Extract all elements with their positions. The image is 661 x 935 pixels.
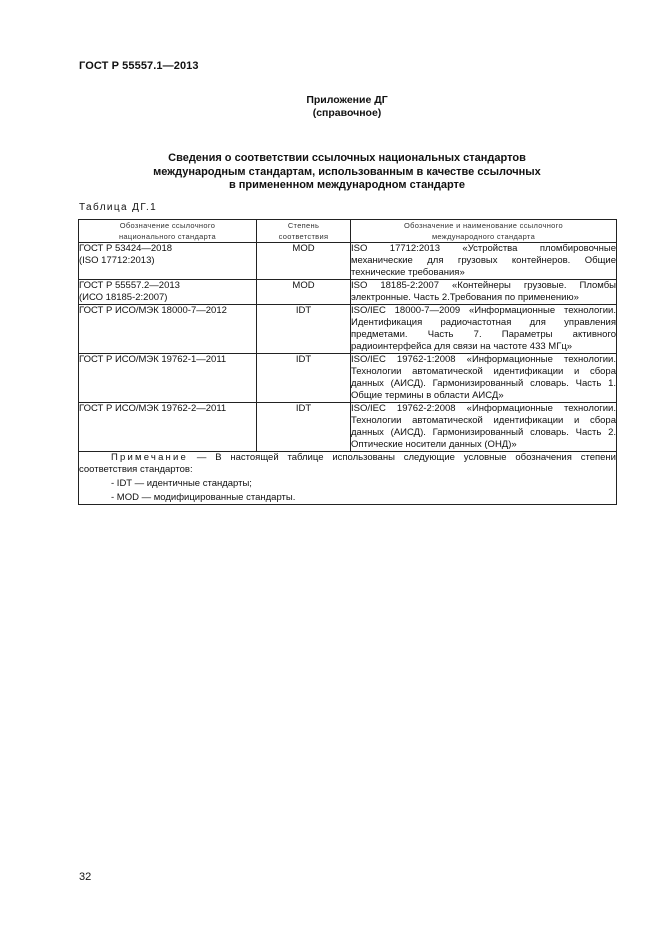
table-row xyxy=(79,305,617,354)
note-label: Примечание xyxy=(111,452,188,463)
column-header-international xyxy=(351,220,617,243)
standard-code: ГОСТ Р 55557.1—2013 xyxy=(79,60,199,72)
column-header-reference xyxy=(79,220,257,243)
reference-line: (ИСО 18185-2:2007) xyxy=(79,292,168,303)
table-row xyxy=(79,243,617,280)
page-number: 32 xyxy=(79,871,92,883)
reference-line: ГОСТ Р ИСО/МЭК 19762-2—2011 xyxy=(79,403,227,414)
table-row xyxy=(79,403,617,452)
reference-standard-cell xyxy=(79,354,257,403)
note-item-mod: - MOD — модифицированные стандарты. xyxy=(111,492,296,503)
reference-standard-cell xyxy=(79,243,257,280)
header-line: национального стандарта xyxy=(118,232,217,241)
table-note-row xyxy=(79,452,617,505)
appendix-heading xyxy=(79,94,615,120)
reference-standard-cell xyxy=(79,280,257,305)
header-line: международного стандарта xyxy=(431,232,536,241)
table-note xyxy=(79,452,617,505)
reference-line: ГОСТ Р 53424—2018 xyxy=(79,243,173,254)
table-header-row xyxy=(79,220,617,243)
note-text: — В настоящей таблице использованы следующие условные обозначения степени соответствия стандартов: xyxy=(79,452,616,475)
international-standard-cell: ISO 17712:2013 «Устройства пломбировочные механические для грузовых контейнеров. Общие технические требования» xyxy=(351,243,616,278)
appendix-type: (справочное) xyxy=(312,107,382,119)
note-paragraph xyxy=(79,452,616,476)
reference-line: ГОСТ Р ИСО/МЭК 19762-1—2011 xyxy=(79,354,227,365)
reference-line: ГОСТ Р 55557.2—2013 xyxy=(79,280,180,291)
reference-line: (ISO 17712:2013) xyxy=(79,255,155,266)
reference-line: ГОСТ Р ИСО/МЭК 18000-7—2012 xyxy=(79,305,227,316)
degree-cell: MOD xyxy=(257,243,351,280)
table-row xyxy=(79,280,617,305)
heading-line: международным стандартам, использованным в качестве ссылочных xyxy=(153,165,541,178)
header-line: соответствия xyxy=(278,232,329,241)
reference-standard-cell xyxy=(79,403,257,452)
section-heading xyxy=(79,152,615,193)
note-item-idt: - IDT — идентичные стандарты; xyxy=(111,478,252,489)
correspondence-table xyxy=(78,219,617,505)
header-line: Обозначение и наименование ссылочного xyxy=(404,221,563,230)
degree-cell: IDT xyxy=(257,354,351,403)
heading-line: в примененном международном стандарте xyxy=(228,179,466,191)
table-row xyxy=(79,354,617,403)
international-standard-cell: ISO 18185-2:2007 «Контейнеры грузовые. Пломбы электронные. Часть 2.Требования по применению» xyxy=(351,280,616,303)
heading-line: Сведения о соответствии ссылочных национальных стандартов xyxy=(168,152,526,164)
column-header-degree xyxy=(257,220,351,243)
international-standard-cell: ISO/IEC 18000-7—2009 «Информационные технологии. Идентификация радиочастотная для управления предметами. Часть 7. Параметры активного радиоинтерфейса для связи на частоте 433 МГц» xyxy=(351,305,616,352)
header-line: Степень xyxy=(287,221,320,230)
international-standard-cell: ISO/IEC 19762-1:2008 «Информационные технологии. Технологии автоматической идентификации и сбора данных (АИСД). Гармонизированный словарь. Часть 1. Общие термины в области АИСД» xyxy=(351,354,616,401)
degree-cell: MOD xyxy=(257,280,351,305)
appendix-title: Приложение ДГ xyxy=(306,94,388,106)
table-caption: Таблица ДГ.1 xyxy=(79,202,158,213)
header-line: Обозначение ссылочного xyxy=(119,221,216,230)
international-standard-cell: ISO/IEC 19762-2:2008 «Информационные технологии. Технологии автоматической идентификации и сбора данных (АИСД). Гармонизированный словарь. Часть 2. Оптические носители данных (ОНД)» xyxy=(351,403,616,450)
reference-standard-cell xyxy=(79,305,257,354)
degree-cell: IDT xyxy=(257,305,351,354)
degree-cell: IDT xyxy=(257,403,351,452)
